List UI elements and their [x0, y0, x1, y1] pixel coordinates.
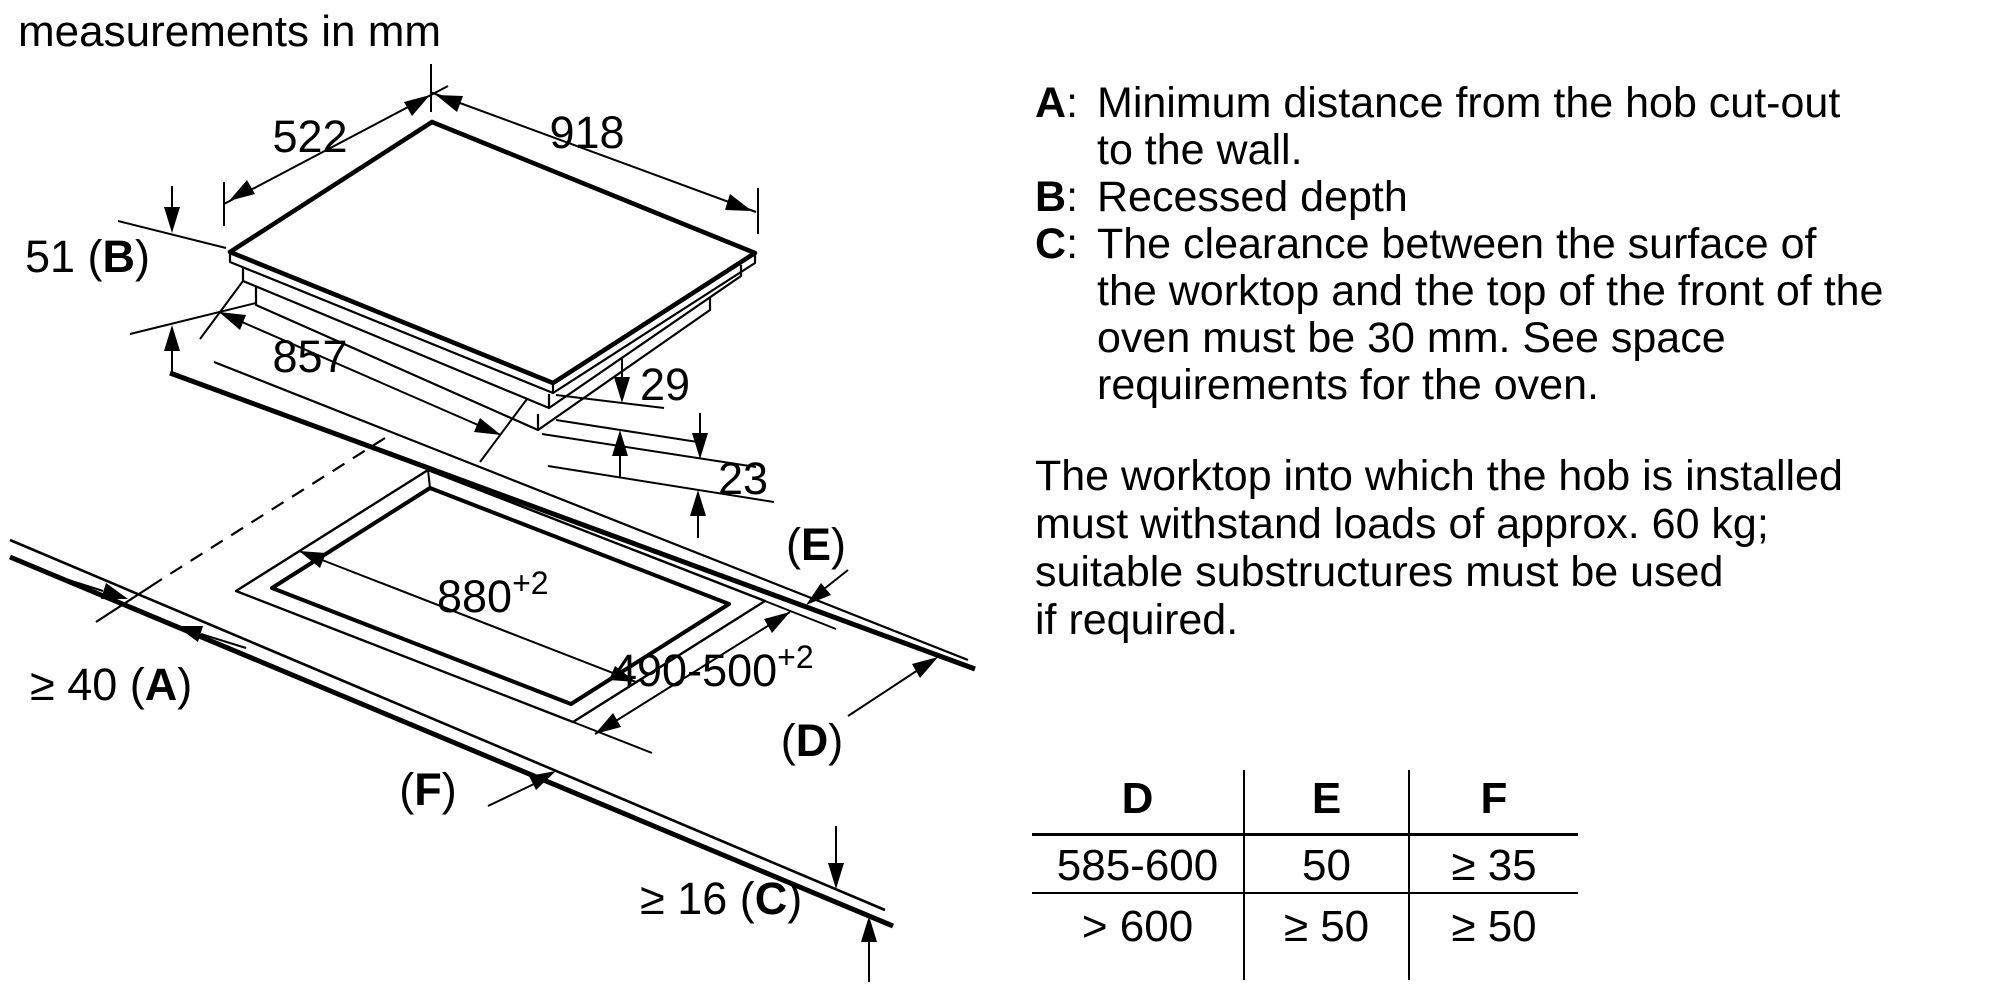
dim-23-label: 23	[718, 453, 769, 504]
table-header-rule	[1032, 833, 1578, 836]
table-row	[1032, 894, 1578, 980]
legend-c-line: oven must be 30 mm. See space	[1097, 314, 1726, 362]
measurements-note: measurements in mm	[18, 7, 442, 56]
legend-b-line: Recessed depth	[1097, 173, 1408, 221]
legend-c-line: requirements for the oven.	[1097, 361, 1599, 409]
dim-880-label: $880^{+2}$	[437, 565, 549, 622]
label-D: (D)	[780, 715, 844, 766]
table-cell-d1: 585-600	[1032, 835, 1245, 894]
table-header-d: D	[1032, 770, 1245, 835]
legend-a-line: to the wall.	[1097, 126, 1303, 174]
hob-dimension-lines	[118, 64, 774, 538]
legend-colon: :	[1066, 173, 1079, 221]
legend-item-a	[1035, 80, 1985, 174]
legend-term-b: B	[1035, 173, 1067, 221]
table-cell-f2: ≥ 50	[1451, 902, 1537, 951]
legend-item-b	[1035, 174, 1985, 221]
worktop-back-edge	[170, 362, 975, 669]
table-cell-e1: 50	[1245, 835, 1410, 894]
table-header-e: E	[1245, 770, 1410, 835]
table-cell-f1: ≥ 35	[1410, 835, 1578, 894]
table-header-row	[1032, 770, 1578, 835]
table-cell-e2: ≥ 50	[1245, 894, 1410, 980]
legend-colon: :	[1066, 79, 1079, 127]
dim-29-label: 29	[640, 359, 691, 410]
legend	[1035, 80, 1985, 409]
label-F: (F)	[399, 764, 457, 815]
note-line: The worktop into which the hob is installed	[1035, 452, 1843, 500]
dim-16C-label: ≥ 16 (C)	[640, 873, 803, 924]
load-note	[1035, 452, 1843, 644]
table-header-f: F	[1480, 774, 1508, 823]
table-cell-d2: > 600	[1032, 894, 1245, 980]
dim-40A-label: ≥ 40 (A)	[30, 659, 193, 710]
legend-a-line: Minimum distance from the hob cut-out	[1097, 79, 1841, 127]
dim-51B-label: 51 (B)	[24, 231, 150, 282]
legend-c-line: the worktop and the top of the front of the	[1097, 267, 1884, 315]
dim-857-label: 857	[272, 331, 348, 382]
label-E: (E)	[785, 519, 847, 570]
table-row	[1032, 835, 1578, 894]
note-line: if required.	[1035, 596, 1239, 644]
note-line: must withstand loads of approx. 60 kg;	[1035, 500, 1769, 548]
dim-918-label: 918	[549, 107, 625, 158]
legend-colon: :	[1066, 220, 1079, 268]
note-line: suitable substructures must be used	[1035, 548, 1724, 596]
legend-c-line: The clearance between the surface of	[1097, 220, 1817, 268]
legend-term-a: A	[1035, 79, 1067, 127]
clearance-table	[1032, 770, 1578, 980]
dim-522-label: 522	[272, 111, 348, 162]
legend-term-c: C	[1035, 220, 1067, 268]
dim-490-500-label: $490-500^{+2}$	[612, 639, 814, 696]
hob-projection-dashed-line	[96, 438, 385, 622]
legend-item-c	[1035, 221, 1985, 409]
